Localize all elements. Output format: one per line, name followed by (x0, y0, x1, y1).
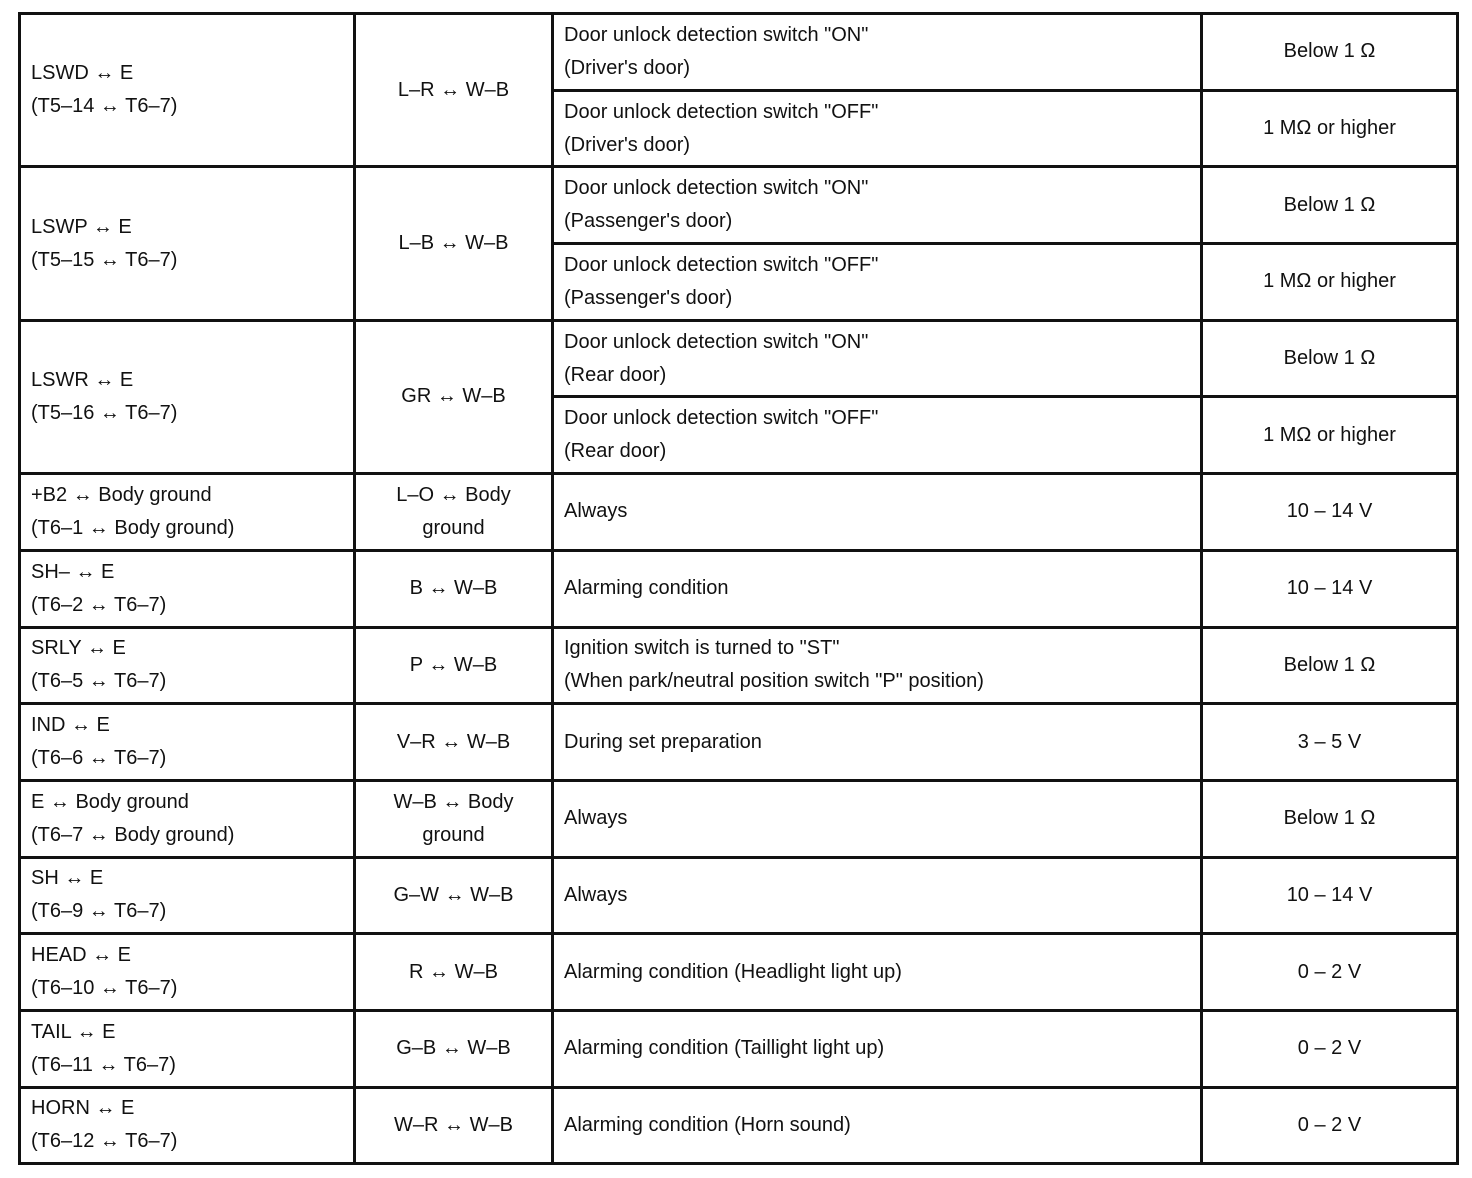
wire-color-cell (355, 474, 553, 551)
terminal-cell (20, 934, 355, 1011)
specified-value-cell: 10 – 14 V (1202, 474, 1458, 551)
cell-line: Door unlock detection switch "ON" (564, 330, 869, 353)
specified-value-cell: Below 1 Ω (1202, 627, 1458, 704)
cell-line: SH– ↔ E (31, 560, 115, 583)
cell-line: During set preparation (564, 730, 762, 753)
table-row (20, 704, 1458, 781)
wire-color-cell (355, 1010, 553, 1087)
condition-cell (553, 704, 1202, 781)
cell-line: P ↔ W–B (409, 653, 498, 676)
table-row (20, 1087, 1458, 1164)
wire-color-cell (355, 704, 553, 781)
cell-line: Door unlock detection switch "ON" (564, 23, 869, 46)
cell-line: (Driver's door) (564, 133, 691, 156)
specified-value-cell: Below 1 Ω (1202, 780, 1458, 857)
specified-value-cell: Below 1 Ω (1202, 14, 1458, 91)
cell-line: (T6–9 ↔ T6–7) (31, 900, 167, 923)
terminal-cell (20, 857, 355, 934)
specified-value-cell: 1 MΩ or higher (1202, 397, 1458, 474)
cell-line: (T6–1 ↔ Body ground) (31, 516, 235, 539)
wire-color-cell (355, 627, 553, 704)
specified-value-cell: Below 1 Ω (1202, 167, 1458, 244)
cell-line: (T5–16 ↔ T6–7) (31, 401, 178, 424)
cell-line: L–B ↔ W–B (398, 232, 509, 255)
condition-cell (553, 167, 1202, 244)
cell-line: (Passenger's door) (564, 210, 733, 233)
wire-color-cell (355, 320, 553, 473)
cell-line: Alarming condition (Horn sound) (564, 1113, 851, 1136)
specified-value-cell: 10 – 14 V (1202, 550, 1458, 627)
condition-cell (553, 1010, 1202, 1087)
cell-line: L–O ↔ Body (396, 483, 511, 506)
terminal-spec-table (18, 12, 1459, 1165)
table-row (20, 934, 1458, 1011)
cell-line: ground (422, 823, 485, 846)
cell-line: Always (564, 883, 628, 906)
cell-line: L–R ↔ W–B (397, 78, 510, 101)
terminal-cell (20, 627, 355, 704)
cell-line: W–R ↔ W–B (394, 1113, 513, 1136)
cell-line: G–W ↔ W–B (393, 883, 514, 906)
cell-line: R ↔ W–B (409, 960, 498, 983)
condition-cell (553, 397, 1202, 474)
cell-line: Door unlock detection switch "OFF" (564, 253, 879, 276)
wire-color-cell (355, 857, 553, 934)
specified-value-cell: 1 MΩ or higher (1202, 90, 1458, 167)
cell-line: Door unlock detection switch "OFF" (564, 100, 879, 123)
cell-line: V–R ↔ W–B (396, 730, 511, 753)
table-row (20, 320, 1458, 397)
cell-line: LSWR ↔ E (31, 368, 134, 391)
specified-value-cell: 0 – 2 V (1202, 934, 1458, 1011)
cell-line: SRLY ↔ E (31, 637, 126, 660)
cell-line: Ignition switch is turned to "ST" (564, 637, 840, 660)
wire-color-cell (355, 167, 553, 320)
condition-cell (553, 90, 1202, 167)
specified-value-cell: Below 1 Ω (1202, 320, 1458, 397)
condition-cell (553, 244, 1202, 321)
table-row (20, 14, 1458, 91)
condition-cell (553, 474, 1202, 551)
cell-line: (T6–6 ↔ T6–7) (31, 747, 167, 770)
cell-line: IND ↔ E (31, 714, 110, 737)
cell-line: (T6–2 ↔ T6–7) (31, 593, 167, 616)
table-row (20, 857, 1458, 934)
terminal-cell (20, 14, 355, 167)
specified-value-cell: 0 – 2 V (1202, 1010, 1458, 1087)
terminal-cell (20, 704, 355, 781)
terminal-cell (20, 780, 355, 857)
specified-value-cell: 1 MΩ or higher (1202, 244, 1458, 321)
cell-line: (T6–12 ↔ T6–7) (31, 1130, 178, 1153)
cell-line: SH ↔ E (31, 867, 104, 890)
cell-line: W–B ↔ Body (393, 790, 514, 813)
wire-color-cell (355, 934, 553, 1011)
table-row (20, 474, 1458, 551)
specified-value-cell: 0 – 2 V (1202, 1087, 1458, 1164)
cell-line: Alarming condition (Headlight light up) (564, 960, 902, 983)
cell-line: TAIL ↔ E (31, 1020, 116, 1043)
specified-value-cell: 10 – 14 V (1202, 857, 1458, 934)
cell-line: (T5–15 ↔ T6–7) (31, 248, 178, 271)
terminal-cell (20, 550, 355, 627)
cell-line: +B2 ↔ Body ground (31, 483, 212, 506)
table-body (20, 14, 1458, 1164)
terminal-cell (20, 320, 355, 473)
cell-line: (T6–10 ↔ T6–7) (31, 977, 178, 1000)
table-row (20, 1010, 1458, 1087)
terminal-cell (20, 167, 355, 320)
table-row (20, 627, 1458, 704)
cell-line: (T5–14 ↔ T6–7) (31, 95, 178, 118)
cell-line: B ↔ W–B (409, 577, 498, 600)
wire-color-cell (355, 1087, 553, 1164)
condition-cell (553, 320, 1202, 397)
cell-line: ground (422, 516, 485, 539)
wire-color-cell (355, 550, 553, 627)
cell-line: Alarming condition (Taillight light up) (564, 1037, 885, 1060)
cell-line: (Driver's door) (564, 56, 691, 79)
cell-line: LSWP ↔ E (31, 215, 132, 238)
cell-line: Door unlock detection switch "OFF" (564, 407, 879, 430)
specified-value-cell: 3 – 5 V (1202, 704, 1458, 781)
condition-cell (553, 934, 1202, 1011)
condition-cell (553, 1087, 1202, 1164)
terminal-cell (20, 1010, 355, 1087)
table-row (20, 550, 1458, 627)
terminal-cell (20, 474, 355, 551)
condition-cell (553, 14, 1202, 91)
wire-color-cell (355, 780, 553, 857)
terminal-cell (20, 1087, 355, 1164)
table-row (20, 167, 1458, 244)
cell-line: Alarming condition (564, 577, 729, 600)
cell-line: G–B ↔ W–B (396, 1037, 511, 1060)
condition-cell (553, 627, 1202, 704)
cell-line: E ↔ Body ground (31, 790, 189, 813)
cell-line: (T6–5 ↔ T6–7) (31, 670, 167, 693)
condition-cell (553, 780, 1202, 857)
cell-line: (T6–7 ↔ Body ground) (31, 823, 235, 846)
cell-line: (Rear door) (564, 363, 667, 386)
condition-cell (553, 857, 1202, 934)
cell-line: GR ↔ W–B (401, 385, 506, 408)
cell-line: (When park/neutral position switch "P" position) (564, 670, 984, 693)
cell-line: HORN ↔ E (31, 1097, 135, 1120)
cell-line: (T6–11 ↔ T6–7) (31, 1053, 176, 1076)
cell-line: (Rear door) (564, 440, 667, 463)
table-row (20, 780, 1458, 857)
cell-line: LSWD ↔ E (31, 62, 134, 85)
condition-cell (553, 550, 1202, 627)
wire-color-cell (355, 14, 553, 167)
cell-line: Door unlock detection switch "ON" (564, 177, 869, 200)
cell-line: Always (564, 500, 628, 523)
cell-line: (Passenger's door) (564, 286, 733, 309)
cell-line: HEAD ↔ E (31, 944, 132, 967)
cell-line: Always (564, 807, 628, 830)
